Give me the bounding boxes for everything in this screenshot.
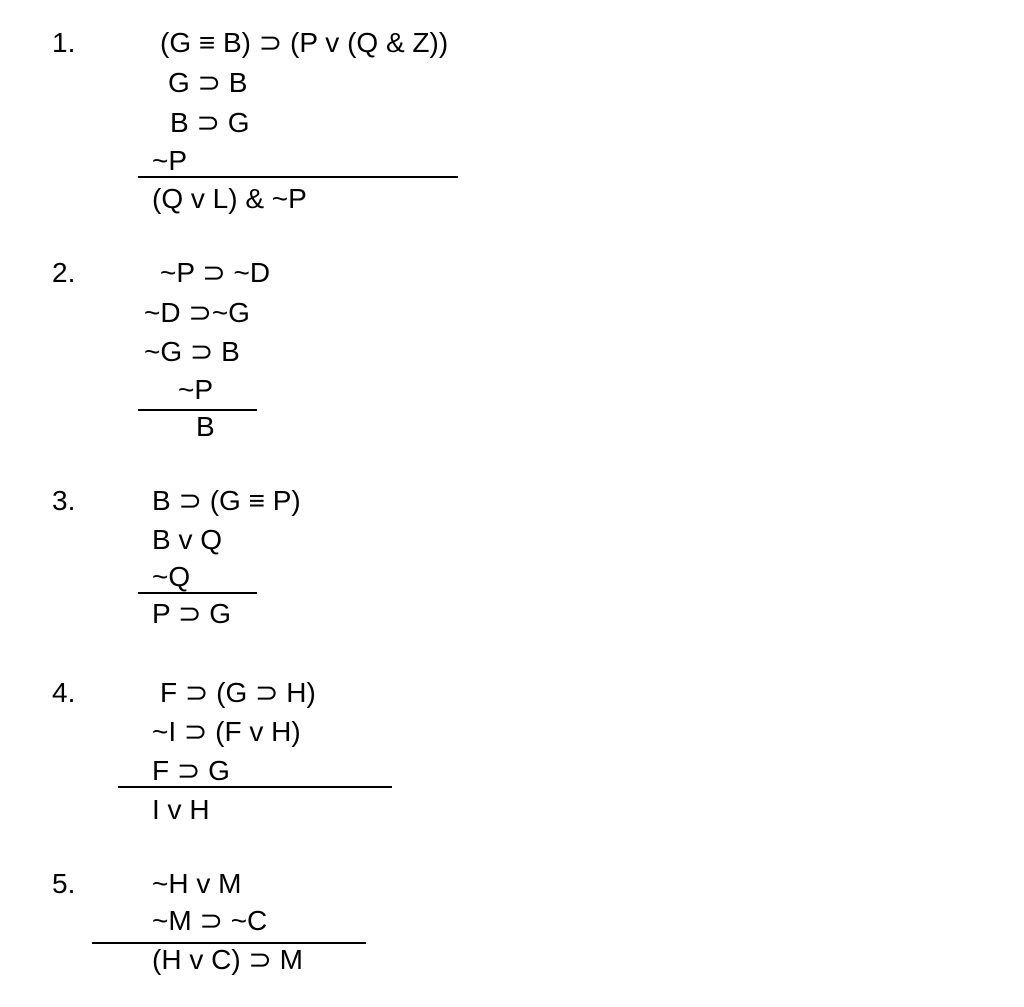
premise-3: ~G ⊃ B: [144, 336, 240, 367]
premise-3: B ⊃ G: [170, 107, 250, 138]
premise-4: ~P: [178, 374, 214, 405]
problem-number: 2.: [52, 257, 76, 288]
problem-number: 1.: [52, 27, 76, 58]
premise-2: ~I ⊃ (F v H): [152, 716, 301, 747]
conclusion-divider: [138, 176, 458, 178]
premise-1: ~H v M: [152, 868, 242, 899]
premise-1: B ⊃ (G ≡ P): [152, 485, 301, 516]
premise-3: ~Q: [152, 561, 191, 592]
problem-number: 5.: [52, 868, 76, 899]
conclusion: (Q v L) & ~P: [152, 183, 307, 214]
premise-2: ~D ⊃~G: [144, 297, 250, 328]
conclusion: (H v C) ⊃ M: [152, 944, 303, 975]
conclusion-divider: [118, 786, 392, 788]
premise-3: F ⊃ G: [152, 755, 230, 786]
premise-4: ~P: [152, 145, 188, 176]
conclusion: P ⊃ G: [152, 598, 231, 629]
problem-number: 3.: [52, 485, 76, 516]
conclusion: I v H: [152, 794, 210, 825]
premise-2: B v Q: [152, 524, 223, 555]
premise-1: ~P ⊃ ~D: [160, 257, 271, 288]
premise-2: ~M ⊃ ~C: [152, 905, 268, 936]
premise-2: G ⊃ B: [168, 67, 248, 98]
premise-1: (G ≡ B) ⊃ (P v (Q & Z)): [160, 27, 449, 58]
problem-number: 4.: [52, 677, 76, 708]
premise-1: F ⊃ (G ⊃ H): [160, 677, 316, 708]
conclusion-divider: [138, 592, 257, 594]
conclusion: B: [196, 411, 215, 442]
